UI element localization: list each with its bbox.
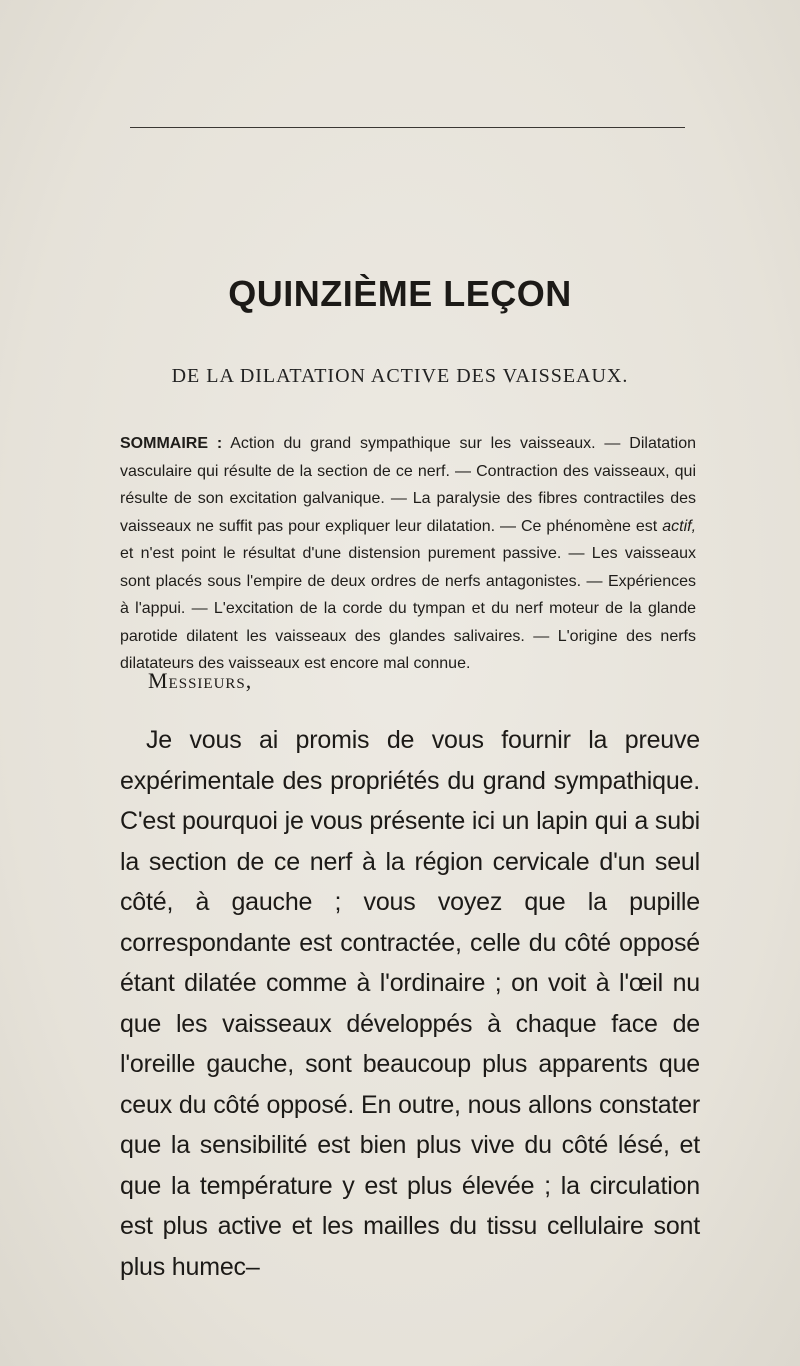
body-paragraph: Je vous ai promis de vous fournir la preuve expérimentale des propriétés du grand sympathique. C'est pourquoi je vous présente ici un lapin qui a subi la section de ce nerf à la région cervicale d'un seul côté, à gauche ; vous voyez que la pupille correspondante est contractée, celle du côté opposé étant dilatée comme à l'ordinaire ; on voit à l'œil nu que les vaisseaux développés à chaque face de l'oreille gauche, sont beaucoup plus apparents que ceux du côté opposé. En outre, nous allons constater que la sensibilité est bien plus vive du côté lésé, et que la température y est plus élevée ; la circulation est plus active et les mailles du tissu cellulaire sont plus humec–	[120, 726, 700, 1281]
chapter-title: DE LA DILATATION ACTIVE DES VAISSEAUX.	[171, 365, 629, 387]
summary-text-part1: Action du grand sympathique sur les vaisseaux. — Dilatation vasculaire qui résulte de la section de ce nerf. — Contraction des vaisseaux, qui résulte de son excitation galvanique. — La paralysie des fibres contractiles des vaisseaux ne suffit pas pour expliquer leur dilatation. — Ce phénomène est	[120, 435, 696, 535]
salutation: Messieurs,	[148, 668, 253, 693]
summary-italic-word: actif,	[662, 517, 697, 535]
lesson-title: QUINZIÈME LEÇON	[228, 273, 572, 314]
summary-paragraph	[120, 430, 696, 678]
header-rule	[130, 127, 685, 128]
summary-text-part2: et n'est point le résultat d'une distension purement passive. — Les vaisseaux sont placés sous l'empire de deux ordres de nerfs antagonistes. — Expériences à l'appui. — L'excitation de la corde du tympan et du nerf moteur de la glande parotide dilatent les vaisseaux des glandes salivaires. — L'origine des nerfs dilatateurs des vaisseaux est encore mal connue.	[120, 545, 696, 672]
summary-label: SOMMAIRE :	[120, 435, 223, 452]
